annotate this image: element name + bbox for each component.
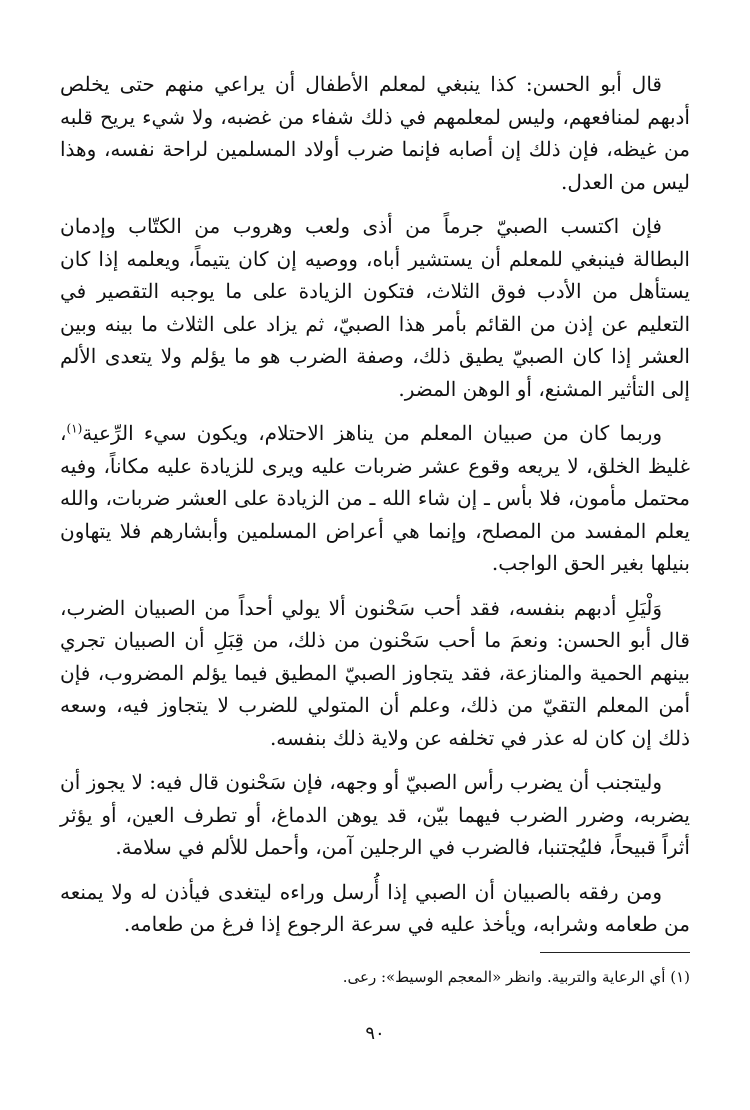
paragraph-1: قال أبو الحسن: كذا ينبغي لمعلم الأطفال أن يراعي منهم حتى يخلص أدبهم لمنافعهم، وليس لمعلمهم في ذلك شفاء من غضبه، ولا شيء يريح قلبه من غيظه، فإن ذلك إن أصابه فإنما ضرب أولاد المسلمين لراحة نفسه، وهذا ليس من العدل. [60,72,690,194]
paragraph-5: وليتجنب أن يضرب رأس الصبيّ أو وجهه، فإن سَحْنون قال فيه: لا يجوز أن يضربه، وضرر الضرب فيهما بيّن، قد يوهن الدماغ، أو تطرف العين، أو يؤثر أثراً قبيحاً، فليُجتنبا، فالضرب في الرجلين آمن، وأحمل للألم في سلامة. [60,770,690,859]
footnote-divider [540,952,690,953]
paragraph-2: فإن اكتسب الصبيّ جرماً من أذى ولعب وهروب من الكتّاب وإدمان البطالة فينبغي للمعلم أن يستشير أباه، ووصيه إن كان يتيماً، ويعلمه إذا كان يستأهل من الأدب فوق الثلاث، فتكون الزيادة على ما يوجبه التقصير في التعليم عن إذن من القائم بأمر هذا الصبيّ، ثم يزاد على الثلاث ما بينه وبين العشر إذا كان الصبيّ يطيق ذلك، وصفة الضرب هو ما يؤلم ولا يتعدى الألم إلى التأثير المشنع، أو الوهن المضر. [60,214,690,401]
paragraph-6: ومن رفقه بالصبيان أن الصبي إذا أُرسل وراءه ليتغدى فيأذن له ولا يمنعه من طعامه وشرابه، ويأخذ عليه في سرعة الرجوع إذا فرغ من طعامه. [60,879,690,936]
paragraph-3-text-after: ، غليظ الخلق، لا يريعه وقوع عشر ضربات عليه ويرى للزيادة عليه مكاناً، وفيه محتمل مأمون، فلا بأس ـ إن شاء الله ـ من الزيادة على العشر ضربات، والله يعلم المفسد من المصلح، وإنما هي أعراض المسلمين وأبشارهم فلا يتهاون بنيلها بغير الحق الواجب. [60,421,691,575]
footnote-text: (١) أي الرعاية والتربية. وانظر «المعجم الوسيط»: رعى. [342,968,690,986]
page-number: ٩٠ [365,1023,385,1044]
paragraph-4: وَلْيَلِ أدبهم بنفسه، فقد أحب سَحْنون ألا يولي أحداً من الصبيان الضرب، قال أبو الحسن: ونعمَ ما أحب سَحْنون من ذلك، من قِبَلِ أن الصبيان تجري بينهم الحمية والمنازعة، فقد يتجاوز الصبيّ المطيق فيما يؤلم المضروب، فإن أمن المعلم التقيّ من ذلك، وعلم أن المتولي للضرب لا يتجاوز فيه، وسعه ذلك إن كان له عذر في تخلفه عن ولاية ذلك بنفسه. [60,595,690,750]
footnote-marker: (١) [66,421,83,436]
paragraph-3 [60,417,690,580]
paragraph-3-text-before: وربما كان من صبيان المعلم من يناهز الاحتلام، ويكون سيء الرِّعية [82,421,662,445]
